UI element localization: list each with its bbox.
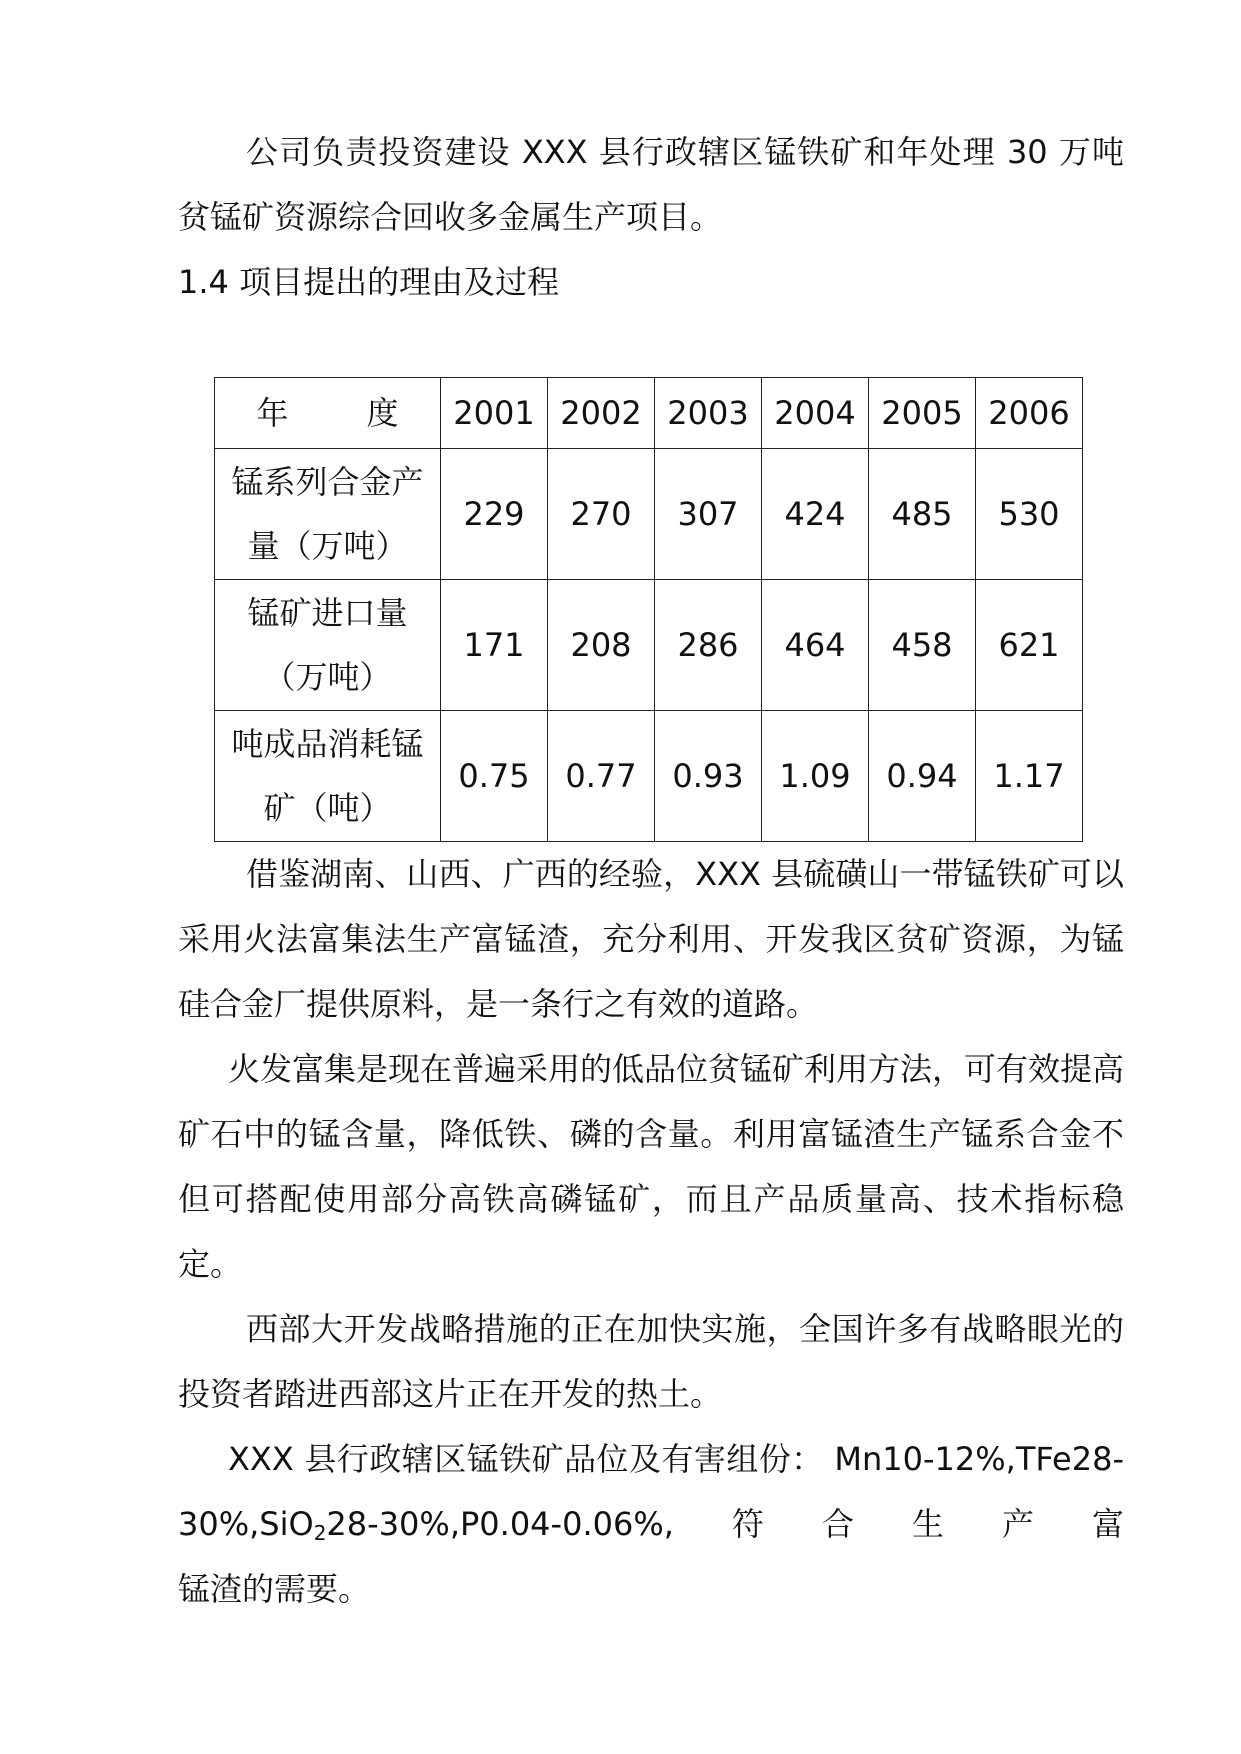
table-cell: 0.77 — [548, 711, 655, 842]
table-cell: 270 — [548, 449, 655, 580]
table-cell: 1.09 — [762, 711, 869, 842]
ore-grade-composition-rest: 28-30%,P0.04-0.06%,符合生产富 — [326, 1505, 1124, 1543]
paragraph-project-scope: 公司负责投资建设 XXX 县行政辖区锰铁矿和年处理 30 万吨贫锰矿资源综合回收多金属生产项目。 — [178, 133, 1124, 236]
table-cell: 464 — [762, 580, 869, 711]
table-cell: 458 — [869, 580, 976, 711]
manganese-data-table — [214, 377, 1083, 842]
row-label: 锰系列合金产 量（万吨） — [215, 449, 441, 580]
paragraph-experience: 借鉴湖南、山西、广西的经验，XXX 县硫磺山一带锰铁矿可以采用火法富集法生产富锰渣，充分利用、开发我区贫矿资源，为锰硅合金厂提供原料，是一条行之有效的道路。 — [178, 855, 1124, 1023]
table-cell: 1.17 — [976, 711, 1083, 842]
table-header-row — [215, 378, 1083, 449]
header-year: 2003 — [655, 378, 762, 449]
header-year: 2004 — [762, 378, 869, 449]
header-year-label: 年 度 — [215, 378, 441, 449]
table-cell: 171 — [441, 580, 548, 711]
document-page — [178, 120, 1124, 1622]
header-year: 2006 — [976, 378, 1083, 449]
table-cell: 307 — [655, 449, 762, 580]
row-label: 吨成品消耗锰 矿（吨） — [215, 711, 441, 842]
table-cell: 621 — [976, 580, 1083, 711]
table-cell: 208 — [548, 580, 655, 711]
table-row — [215, 711, 1083, 842]
table-cell: 424 — [762, 449, 869, 580]
table-cell: 229 — [441, 449, 548, 580]
ore-grade-composition: Mn10-12%,TFe28-30%,SiO — [178, 1440, 1124, 1543]
table-cell: 286 — [655, 580, 762, 711]
header-year: 2005 — [869, 378, 976, 449]
section-heading: 1.4 项目提出的理由及过程 — [178, 263, 560, 301]
table-cell: 0.94 — [869, 711, 976, 842]
paragraph-western-development: 西部大开发战略措施的正在加快实施，全国许多有战略眼光的投资者踏进西部这片正在开发的热土。 — [178, 1310, 1124, 1413]
ore-grade-intro: XXX 县行政辖区锰铁矿品位及有害组份： — [228, 1440, 824, 1478]
table-row — [215, 580, 1083, 711]
paragraph-enrichment: 火发富集是现在普遍采用的低品位贫锰矿利用方法，可有效提高矿石中的锰含量，降低铁、磷的含量。利用富锰渣生产锰系合金不但可搭配使用部分高铁高磷锰矿，而且产品质量高、技术指标稳定。 — [178, 1050, 1125, 1283]
table-cell: 530 — [976, 449, 1083, 580]
table-cell: 485 — [869, 449, 976, 580]
paragraph-ore-grade — [178, 1427, 1124, 1557]
silica-subscript: 2 — [313, 1521, 327, 1545]
table-row — [215, 449, 1083, 580]
paragraph-ore-grade-end: 锰渣的需要。 — [178, 1570, 371, 1608]
table-cell: 0.75 — [441, 711, 548, 842]
header-year: 2002 — [548, 378, 655, 449]
header-year: 2001 — [441, 378, 548, 449]
row-label: 锰矿进口量 （万吨） — [215, 580, 441, 711]
table-cell: 0.93 — [655, 711, 762, 842]
spacer — [178, 315, 1124, 377]
